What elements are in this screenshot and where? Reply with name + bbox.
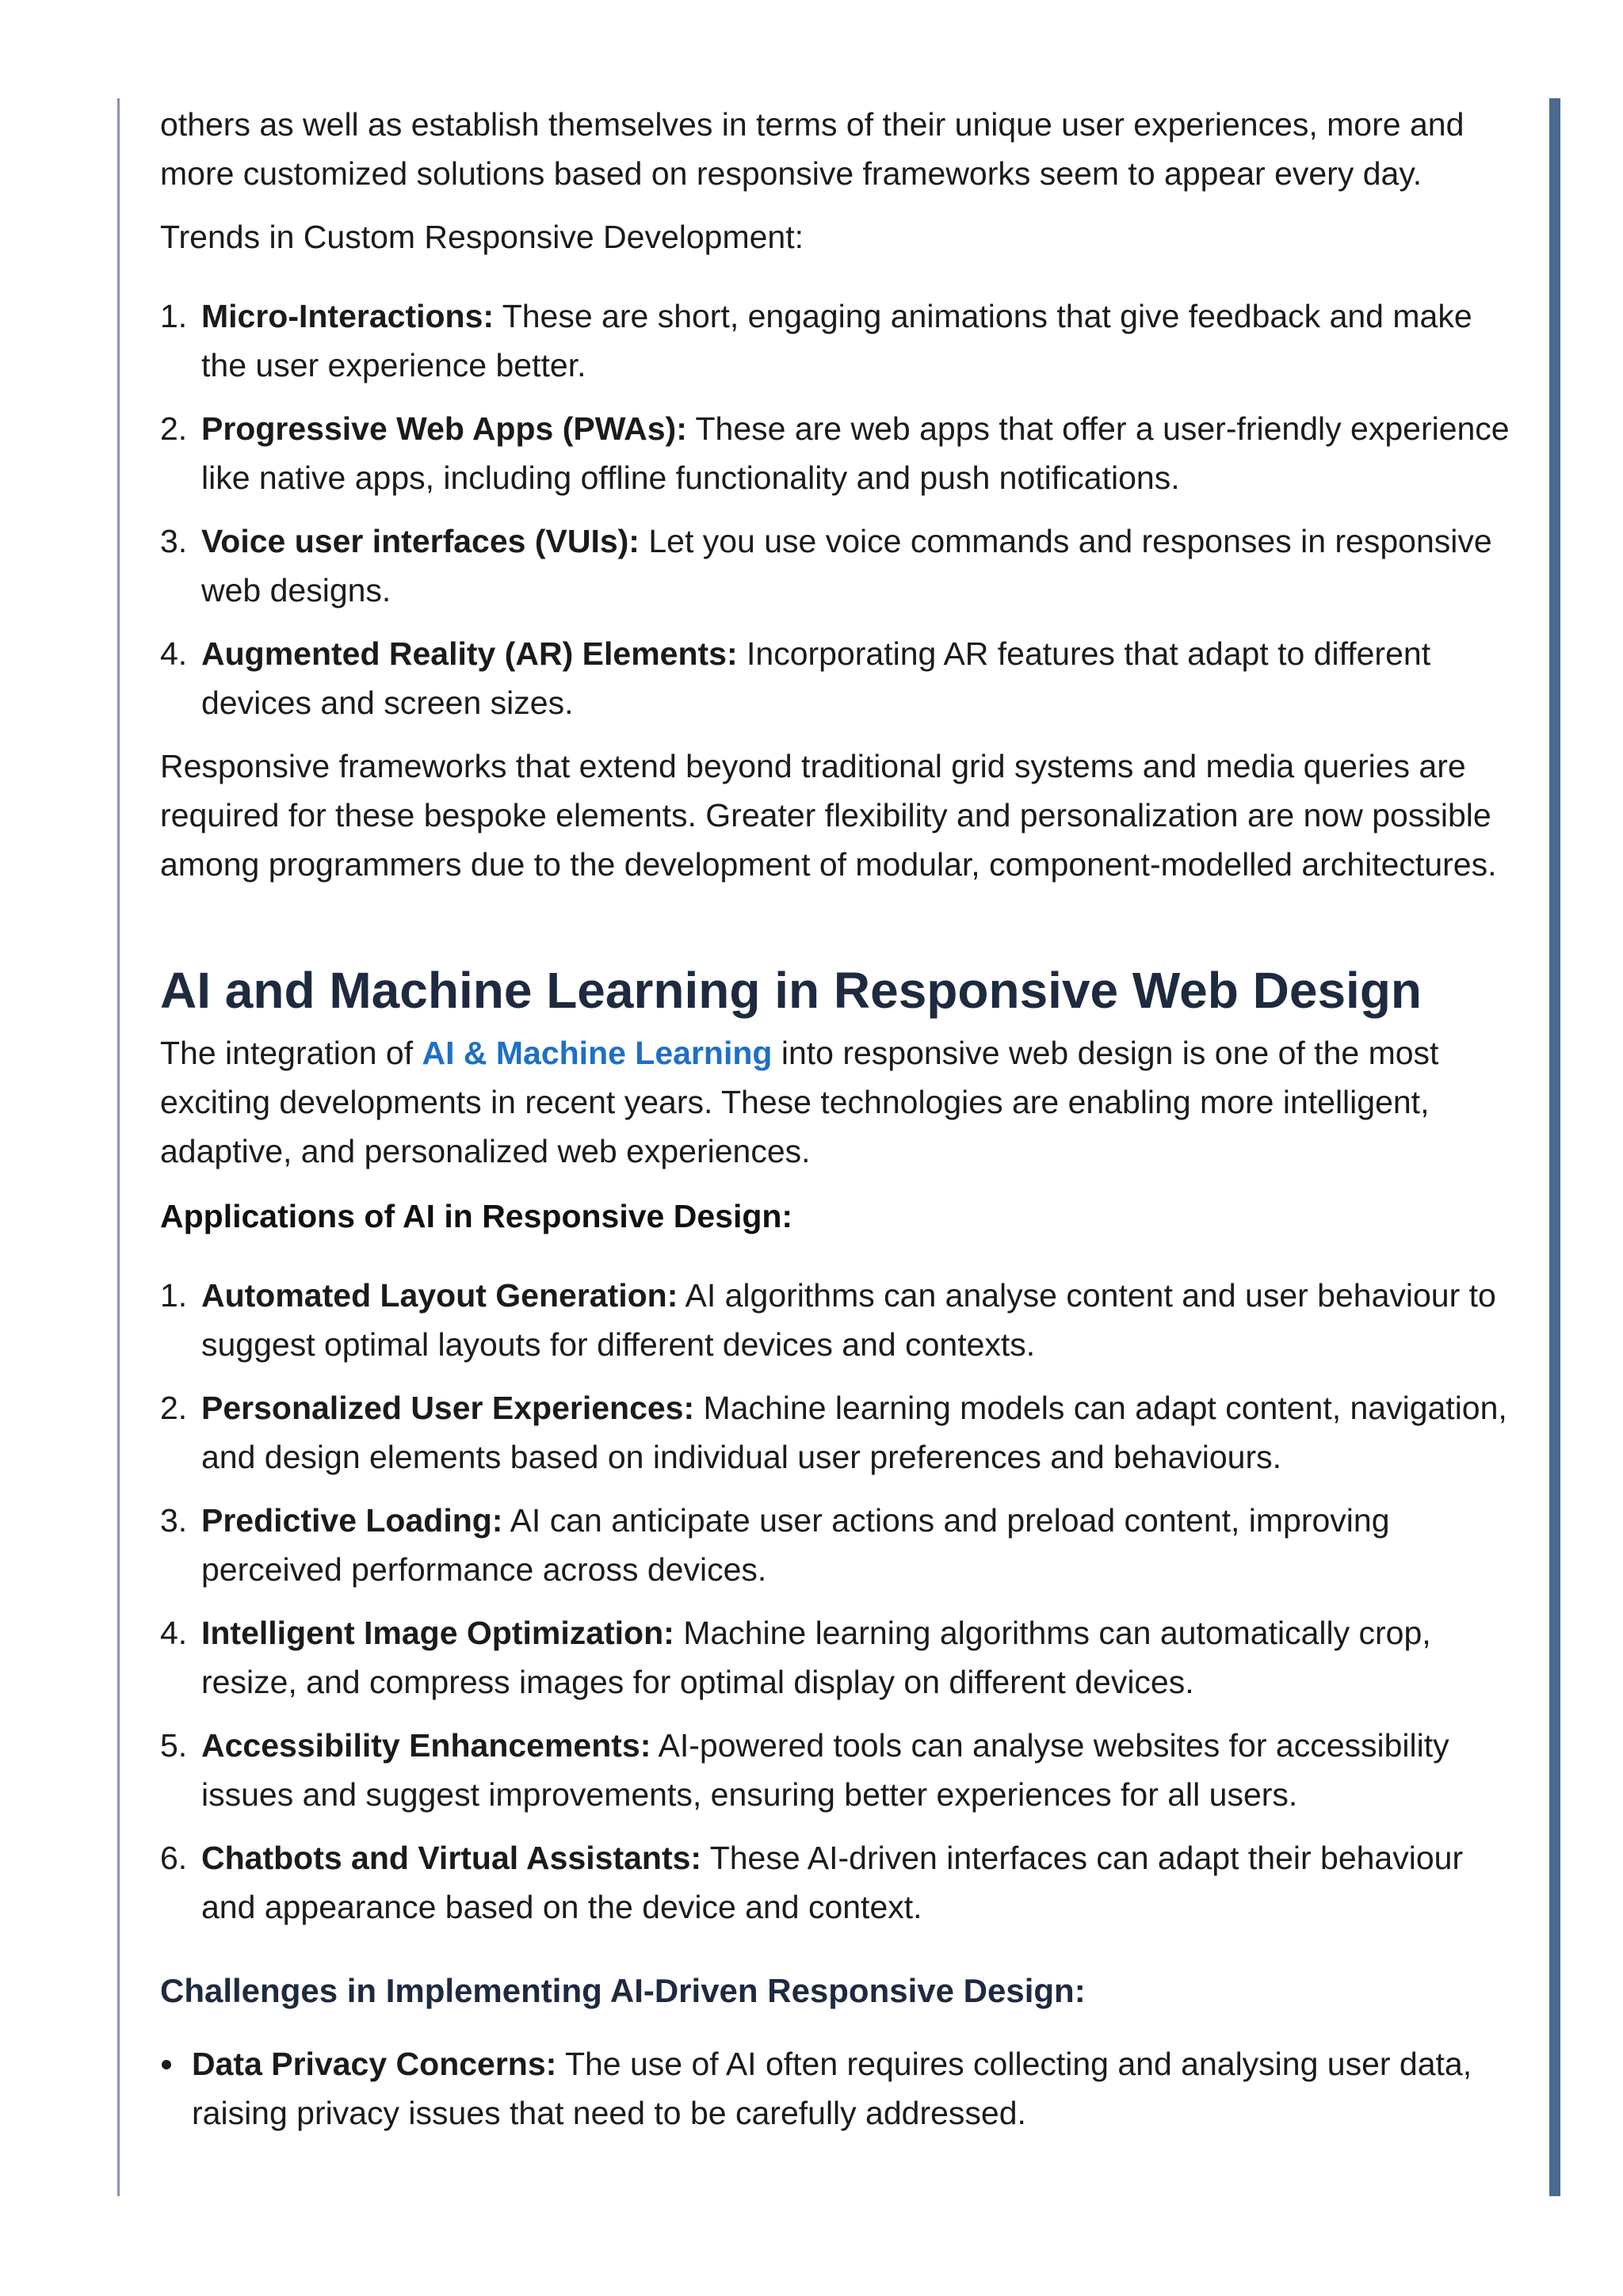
integration-paragraph	[160, 1028, 1523, 1176]
list-text: Machine learning models can adapt content, navigation, and design elements based on individual user preferences and behaviours.	[201, 1390, 1507, 1475]
list-text: Machine learning algorithms can automatically crop, resize, and compress images for optimal display on different devices.	[201, 1615, 1431, 1700]
list-item	[160, 292, 1523, 390]
list-item	[160, 1833, 1523, 1932]
list-number: 1.	[160, 1277, 188, 1314]
list-number: 2.	[160, 1390, 188, 1426]
list-item	[160, 404, 1523, 502]
list-term: Personalized User Experiences:	[201, 1390, 695, 1426]
list-text: These are web apps that offer a user-friendly experience like native apps, including offline functionality and push notifications.	[201, 410, 1510, 496]
left-border-rule	[117, 98, 120, 2196]
list-item	[160, 1383, 1523, 1482]
list-term: Automated Layout Generation:	[201, 1277, 678, 1314]
bullet-icon	[162, 2060, 171, 2069]
trends-list	[160, 292, 1523, 727]
right-border-rule	[1549, 98, 1560, 2196]
list-text: AI-powered tools can analyse websites for accessibility issues and suggest improvements, ensuring better experiences for all users.	[201, 1727, 1449, 1813]
applications-list	[160, 1271, 1523, 1932]
list-text: AI algorithms can analyse content and user behaviour to suggest optimal layouts for different devices and contexts.	[201, 1277, 1496, 1363]
intro-line-1: others as well as establish themselves in terms of their unique user experiences, more and	[160, 106, 1465, 143]
list-item	[160, 1608, 1523, 1707]
challenges-heading: Challenges in Implementing AI-Driven Responsive Design:	[160, 1972, 1086, 2009]
list-text: These are short, engaging animations that give feedback and make the user experience better.	[201, 298, 1472, 383]
list-item	[160, 1271, 1523, 1369]
list-item	[160, 1721, 1523, 1819]
applications-heading: Applications of AI in Responsive Design:	[160, 1198, 793, 1234]
list-text: These AI-driven interfaces can adapt their behaviour and appearance based on the device and context.	[201, 1840, 1464, 1925]
article-body	[160, 100, 1523, 2138]
list-number: 3.	[160, 523, 188, 559]
list-number: 5.	[160, 1727, 188, 1764]
list-text: AI can anticipate user actions and preload content, improving perceived performance across devices.	[201, 1502, 1390, 1588]
list-number: 6.	[160, 1840, 188, 1876]
integration-text-after: into responsive web design is one of the most exciting developments in recent years. These technologies are enabling more intelligent, adaptive, and personalized web experiences.	[160, 1035, 1439, 1169]
list-item	[160, 2039, 1523, 2138]
ai-ml-link[interactable]: AI & Machine Learning	[422, 1035, 773, 1071]
list-item	[160, 1496, 1523, 1594]
list-text: The use of AI often requires collecting and analysing user data, raising privacy issues that need to be carefully addressed.	[192, 2046, 1472, 2131]
list-term: Voice user interfaces (VUIs):	[201, 523, 640, 559]
list-item	[160, 629, 1523, 727]
list-term: Intelligent Image Optimization:	[201, 1615, 674, 1651]
integration-text-before: The integration of	[160, 1035, 422, 1071]
trends-heading: Trends in Custom Responsive Development:	[160, 219, 804, 255]
list-term: Micro-Interactions:	[201, 298, 495, 334]
intro-line-2: more customized solutions based on responsive frameworks seem to appear every day.	[160, 155, 1423, 192]
list-number: 4.	[160, 1615, 188, 1651]
frameworks-paragraph: Responsive frameworks that extend beyond traditional grid systems and media queries are required for these bespoke elements. Greater flexibility and personalization are now possible among programmers due to the development of modular, component-modelled architectures.	[160, 748, 1497, 883]
list-text: Let you use voice commands and responses in responsive web designs.	[201, 523, 1492, 608]
list-term: Augmented Reality (AR) Elements:	[201, 635, 738, 672]
list-term: Data Privacy Concerns:	[192, 2046, 557, 2082]
list-term: Predictive Loading:	[201, 1502, 503, 1539]
list-number: 2.	[160, 410, 188, 447]
list-number: 3.	[160, 1502, 188, 1539]
list-item	[160, 517, 1523, 615]
challenges-list	[160, 2039, 1523, 2138]
list-number: 1.	[160, 298, 188, 334]
list-number: 4.	[160, 635, 188, 672]
list-term: Accessibility Enhancements:	[201, 1727, 651, 1764]
section-title: AI and Machine Learning in Responsive Web Design	[160, 962, 1422, 1019]
intro-paragraph	[160, 100, 1523, 198]
list-term: Progressive Web Apps (PWAs):	[201, 410, 687, 447]
list-text: Incorporating AR features that adapt to different devices and screen sizes.	[201, 635, 1431, 721]
list-term: Chatbots and Virtual Assistants:	[201, 1840, 702, 1876]
